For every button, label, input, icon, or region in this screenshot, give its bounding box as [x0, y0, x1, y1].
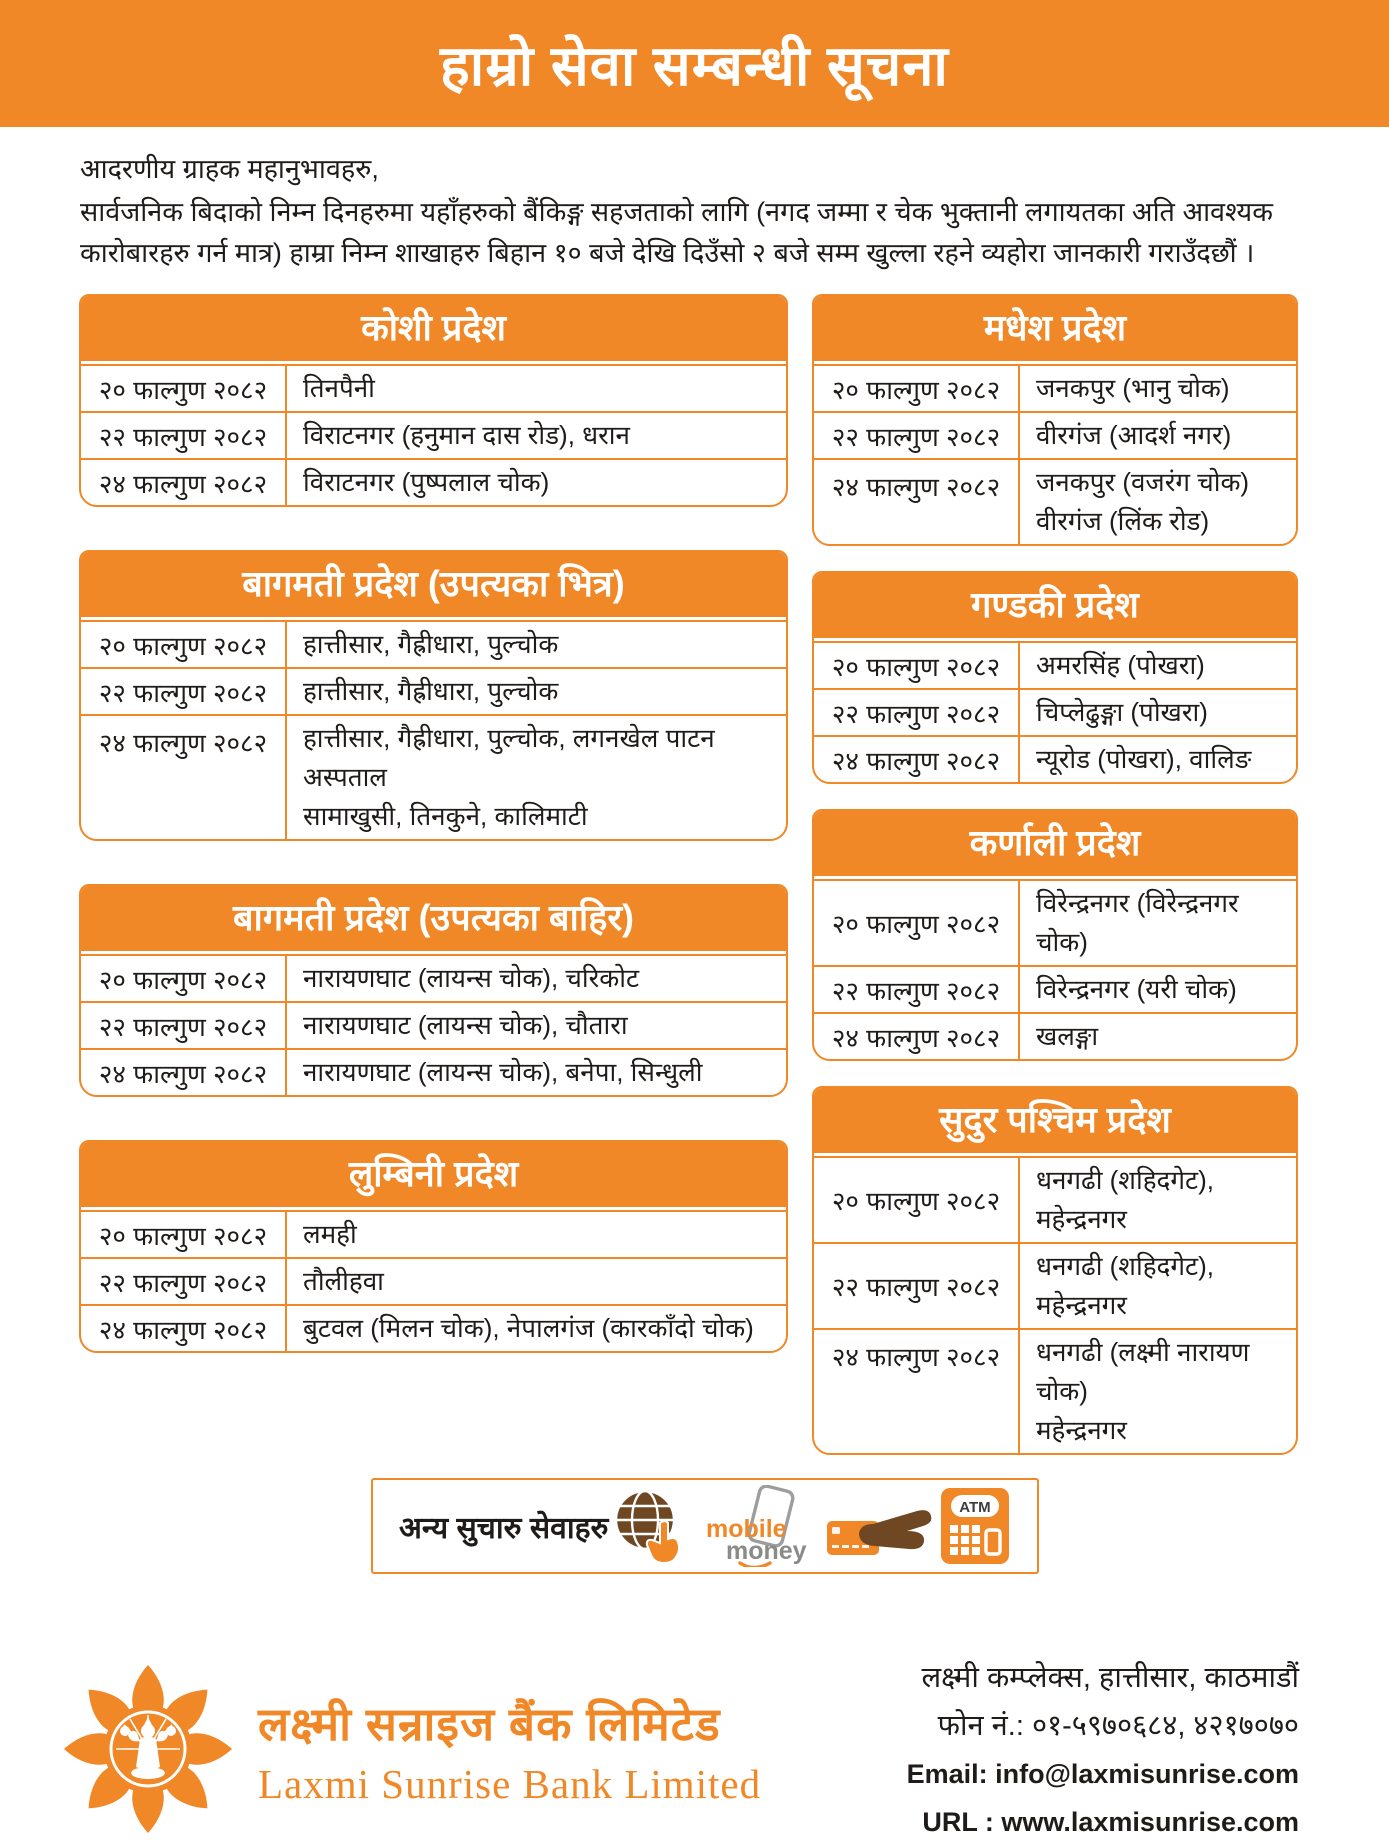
laxmi-lotus-logo: [62, 1651, 234, 1848]
stripe-red-segment: [1118, 1588, 1389, 1629]
province-table: [79, 294, 788, 507]
branch-list: [287, 366, 786, 411]
branch-names: हात्तीसार, गैह्रीधारा, पुल्चोक, लगनखेल पाटन अस्पताल: [303, 723, 715, 792]
branch-names: वीरगंज (आदर्श नगर): [1036, 420, 1232, 450]
table-row: [814, 1012, 1296, 1059]
contact-info: [907, 1654, 1299, 1846]
branch-list: [287, 413, 786, 458]
branch-names: बुटवल (मिलन चोक), नेपालगंज (कारकाँदो चोक): [303, 1313, 754, 1343]
branch-list: [1020, 967, 1296, 1012]
table-row: [81, 714, 786, 839]
branch-list: [1020, 1330, 1296, 1453]
holiday-date: २२ फाल्गुण २०८२: [814, 1244, 1020, 1328]
holiday-date: २२ फाल्गुण २०८२: [81, 1003, 287, 1048]
holiday-date: २० फाल्गुण २०८२: [814, 881, 1020, 965]
branch-names: नारायणघाट (लायन्स चोक), चरिकोट: [303, 963, 640, 993]
branch-list: [287, 1306, 786, 1351]
column-left: [79, 294, 788, 1353]
holiday-date: २० फाल्गुण २०८२: [814, 366, 1020, 411]
holiday-date: २० फाल्गुण २०८२: [81, 956, 287, 1001]
table-row: [81, 954, 786, 1001]
branch-names: चिप्लेढुङ्गा (पोखरा): [1036, 697, 1208, 727]
holiday-date: २४ फाल्गुण २०८२: [81, 716, 287, 839]
branch-list: [1020, 737, 1296, 782]
province-table-title: सुदुर पश्चिम प्रदेश: [814, 1088, 1296, 1156]
holiday-date: २४ फाल्गुण २०८२: [814, 737, 1020, 782]
intro-body: सार्वजनिक बिदाको निम्न दिनहरुमा यहाँहरुको बैंकिङ्ग सहजताको लागि (नगद जम्मा र चेक भुक्तानी लगायतका अति आवश्यक कारोबारहरु गर्न मात्र) हाम्रा निम्न शाखाहरु बिहान १० बजे देखि दिउँसो २ बजे सम्म खुल्ला रहने व्यहोरा जानकारी गराउँदछौं ।: [80, 197, 1273, 268]
branch-names: नारायणघाट (लायन्स चोक), चौतारा: [303, 1010, 628, 1040]
table-row: [814, 879, 1296, 965]
bank-name-english: Laxmi Sunrise Bank Limited: [258, 1760, 762, 1807]
branch-names: विराटनगर (हनुमान दास रोड), धरान: [303, 420, 630, 450]
province-table-title: गण्डकी प्रदेश: [814, 573, 1296, 641]
table-row: [814, 1156, 1296, 1242]
branch-names: हात्तीसार, गैह्रीधारा, पुल्चोक: [303, 676, 559, 706]
table-row: [81, 667, 786, 714]
province-table-title: कर्णाली प्रदेश: [814, 811, 1296, 879]
table-row: [814, 641, 1296, 688]
branch-names: लमही: [303, 1219, 357, 1249]
branch-list: [1020, 366, 1296, 411]
table-row: [814, 1242, 1296, 1328]
bank-name-nepali: लक्ष्मी सन्राइज बैंक लिमिटेड: [258, 1697, 721, 1750]
table-row: [81, 620, 786, 667]
branch-names: नारायणघाट (लायन्स चोक), बनेपा, सिन्धुली: [303, 1057, 703, 1087]
table-row: [814, 411, 1296, 458]
branch-names: हात्तीसार, गैह्रीधारा, पुल्चोक: [303, 629, 559, 659]
bank-names: [258, 1692, 761, 1808]
province-table: [812, 809, 1298, 1061]
table-row: [81, 364, 786, 411]
phone-line: फोन नं.: ०१-५९७०६८४, ४२१७०७०: [937, 1709, 1299, 1742]
province-table: [812, 1086, 1298, 1455]
holiday-date: २४ फाल्गुण २०८२: [814, 1014, 1020, 1059]
branch-list: [1020, 1244, 1296, 1328]
province-table-title: बागमती प्रदेश (उपत्यका बाहिर): [81, 886, 786, 954]
branch-names: धनगढी (शहिदगेट), महेन्द्रनगर: [1036, 1251, 1214, 1320]
branch-list: [287, 716, 786, 839]
holiday-date: २४ फाल्गुण २०८२: [81, 460, 287, 505]
branch-names: सामाखुसी, तिनकुने, कालिमाटी: [303, 801, 588, 831]
table-row: [81, 411, 786, 458]
province-table: [79, 884, 788, 1097]
table-row: [814, 735, 1296, 782]
table-row: [814, 364, 1296, 411]
table-row: [81, 1001, 786, 1048]
branch-list: [1020, 1158, 1296, 1242]
branch-names: विरेन्द्रनगर (यरी चोक): [1036, 974, 1237, 1004]
holiday-date: २० फाल्गुण २०८२: [814, 1158, 1020, 1242]
branch-list: [287, 460, 786, 505]
branch-names: अमरसिंह (पोखरा): [1036, 650, 1205, 680]
column-right: [812, 294, 1298, 1455]
branch-list: [287, 622, 786, 667]
table-row: [814, 458, 1296, 544]
branch-names: खलङ्गा: [1036, 1021, 1099, 1051]
province-table-title: बागमती प्रदेश (उपत्यका भित्र): [81, 552, 786, 620]
intro-salutation: आदरणीय ग्राहक महानुभावहरु,: [80, 154, 379, 184]
branch-list: [1020, 690, 1296, 735]
branch-list: [1020, 1014, 1296, 1059]
holiday-date: २२ फाल्गुण २०८२: [81, 413, 287, 458]
holiday-date: २४ फाल्गुण २०८२: [814, 1330, 1020, 1453]
province-table-title: कोशी प्रदेश: [81, 296, 786, 364]
branch-list: [1020, 413, 1296, 458]
branch-list: [1020, 643, 1296, 688]
holiday-date: २२ फाल्गुण २०८२: [81, 669, 287, 714]
holiday-date: २० फाल्गुण २०८२: [81, 622, 287, 667]
bank-identity: [62, 1651, 761, 1848]
province-table: [79, 1140, 788, 1353]
branch-list: [287, 1259, 786, 1304]
table-row: [81, 1048, 786, 1095]
notice-banner: [0, 0, 1389, 127]
table-row: [81, 1257, 786, 1304]
province-tables-area: [0, 294, 1389, 1455]
url-line: URL : www.laxmisunrise.com: [922, 1806, 1299, 1837]
notice-title: हाम्रो सेवा सम्बन्धी सूचना: [440, 33, 949, 97]
branch-list: [287, 1050, 786, 1095]
card-payment-icon: [825, 1487, 937, 1565]
atm-icon: [939, 1486, 1011, 1566]
holiday-date: २४ फाल्गुण २०८२: [81, 1050, 287, 1095]
branch-names: विरेन्द्रनगर (विरेन्द्रनगर चोक): [1036, 888, 1239, 957]
branch-names: वीरगंज (लिंक रोड): [1036, 506, 1210, 536]
table-row: [814, 688, 1296, 735]
holiday-date: २२ फाल्गुण २०८२: [81, 1259, 287, 1304]
stripe-gold-segment: [0, 1588, 700, 1629]
branch-list: [1020, 460, 1296, 544]
stripe-lime-segment: [700, 1588, 1118, 1629]
branch-list: [1020, 881, 1296, 965]
branch-names: धनगढी (शहिदगेट), महेन्द्रनगर: [1036, 1165, 1214, 1234]
branch-names: विराटनगर (पुष्पलाल चोक): [303, 467, 550, 497]
branch-list: [287, 669, 786, 714]
holiday-date: २० फाल्गुण २०८२: [81, 366, 287, 411]
services-label: अन्य सुचारु सेवाहरु: [399, 1511, 609, 1545]
branch-names: महेन्द्रनगर: [1036, 1415, 1127, 1445]
svg-text:mobile: mobile: [705, 1515, 787, 1543]
branch-names: जनकपुर (वजरंग चोक): [1036, 467, 1250, 497]
holiday-date: २० फाल्गुण २०८२: [81, 1212, 287, 1257]
svg-text:ATM: ATM: [959, 1499, 991, 1516]
holiday-date: २४ फाल्गुण २०८२: [81, 1306, 287, 1351]
table-row: [81, 1304, 786, 1351]
branch-list: [287, 956, 786, 1001]
internet-banking-icon: [610, 1487, 690, 1565]
brand-stripe: [0, 1588, 1389, 1629]
table-row: [81, 1210, 786, 1257]
holiday-date: २२ फाल्गुण २०८२: [814, 413, 1020, 458]
branch-names: तौलीहवा: [303, 1266, 384, 1296]
branch-names: जनकपुर (भानु चोक): [1036, 373, 1230, 403]
table-row: [814, 965, 1296, 1012]
email-line: Email: info@laxmisunrise.com: [906, 1758, 1299, 1789]
mobile-money-icon: [692, 1485, 824, 1567]
branch-names: धनगढी (लक्ष्मी नारायण चोक): [1036, 1337, 1250, 1406]
holiday-date: २२ फाल्गुण २०८२: [814, 967, 1020, 1012]
table-row: [814, 1328, 1296, 1453]
province-table: [812, 571, 1298, 784]
footer: [0, 1629, 1389, 1848]
branch-list: [287, 1212, 786, 1257]
holiday-date: २४ फाल्गुण २०८२: [814, 460, 1020, 544]
province-table-title: लुम्बिनी प्रदेश: [81, 1142, 786, 1210]
table-row: [81, 458, 786, 505]
intro-text: [80, 149, 1309, 274]
svg-text:money: money: [725, 1537, 807, 1565]
services-strip: [371, 1478, 1039, 1574]
branch-names: न्यूरोड (पोखरा), वालिङ: [1036, 744, 1252, 774]
province-table: [812, 294, 1298, 546]
address-line: लक्ष्मी कम्प्लेक्स, हात्तीसार, काठमाडौं: [921, 1661, 1299, 1694]
province-table-title: मधेश प्रदेश: [814, 296, 1296, 364]
branch-names: तिनपैनी: [303, 373, 375, 403]
holiday-date: २० फाल्गुण २०८२: [814, 643, 1020, 688]
holiday-date: २२ फाल्गुण २०८२: [814, 690, 1020, 735]
branch-list: [287, 1003, 786, 1048]
province-table: [79, 550, 788, 841]
